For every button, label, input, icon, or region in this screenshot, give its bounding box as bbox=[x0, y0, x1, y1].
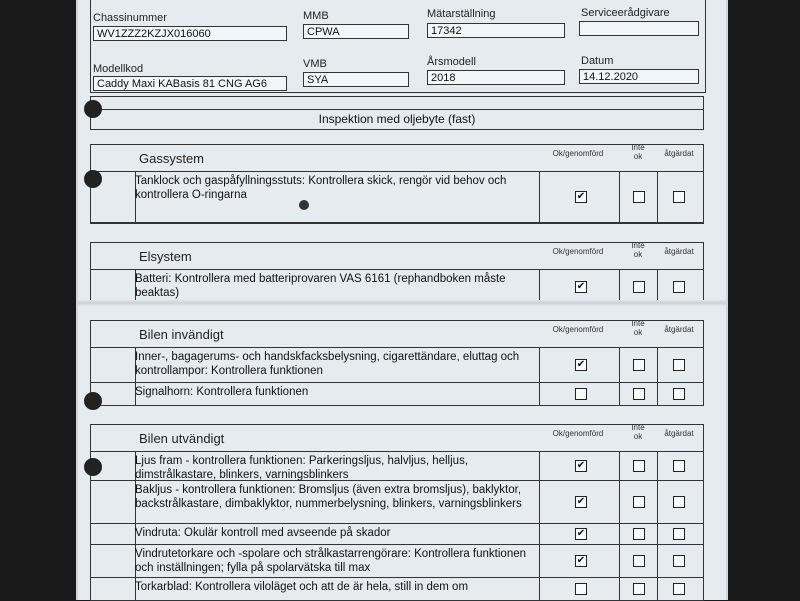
header-divider-bar bbox=[90, 96, 704, 110]
column-divider bbox=[657, 172, 658, 222]
checklist-row bbox=[91, 545, 703, 578]
checklist-row bbox=[91, 383, 703, 405]
column-divider bbox=[539, 481, 540, 523]
column-header-atgardat: åtgärdat bbox=[664, 429, 694, 438]
column-divider bbox=[657, 348, 658, 382]
column-divider bbox=[539, 452, 540, 480]
row-margin-cell bbox=[91, 578, 136, 600]
column-divider bbox=[619, 452, 620, 480]
column-divider bbox=[657, 545, 658, 577]
checkbox-atgardat[interactable] bbox=[673, 281, 685, 293]
punch-hole bbox=[84, 100, 102, 118]
row-description: Batteri: Kontrollera med batteriprovaren VAS 6161 (rephandboken måste beaktas) bbox=[135, 273, 506, 299]
section-elsystem bbox=[90, 242, 704, 305]
column-divider bbox=[539, 545, 540, 577]
checklist-row bbox=[91, 270, 703, 304]
checkbox-atgardat[interactable] bbox=[673, 359, 685, 371]
column-divider bbox=[539, 172, 540, 222]
checkbox-inte[interactable] bbox=[633, 281, 645, 293]
row-description: Tanklock och gaspåfyllningsstuts: Kontrollera skick, rengör vid behov och kontrollera O-ringarna bbox=[135, 175, 507, 201]
punch-hole bbox=[84, 392, 102, 410]
column-header-ok: Ok/genomförd bbox=[552, 149, 604, 158]
row-description: Vindruta: Okulär kontroll med avseende på skador bbox=[135, 527, 391, 539]
vmb-field: SYA bbox=[303, 72, 409, 87]
section-title: Bilen invändigt bbox=[139, 327, 224, 342]
date-field: 14.12.2020 bbox=[579, 69, 699, 84]
checkbox-inte[interactable] bbox=[633, 388, 645, 400]
column-header-atgardat: åtgärdat bbox=[664, 149, 694, 158]
chassis-label: Chassinummer bbox=[93, 12, 167, 24]
row-description: Inner-, bagagerums- och handskfacksbelysning, cigarettändare, eluttag och kontrollampor: Kontrollera funktionen bbox=[135, 351, 520, 377]
mileage-field: 17342 bbox=[427, 23, 565, 38]
punch-hole bbox=[84, 170, 102, 188]
rivet-icon bbox=[299, 200, 309, 210]
checkbox-ok[interactable]: ✔ bbox=[576, 359, 586, 370]
section-header bbox=[91, 321, 703, 348]
column-header-ok: Ok/genomförd bbox=[552, 247, 604, 256]
vmb-label: VMB bbox=[303, 58, 327, 70]
row-margin-cell bbox=[91, 481, 136, 523]
advisor-field bbox=[579, 21, 699, 36]
mmb-field: CPWA bbox=[303, 24, 409, 39]
checkbox-inte[interactable] bbox=[633, 583, 645, 595]
checklist-row bbox=[91, 524, 703, 545]
checkbox-ok[interactable]: ✔ bbox=[576, 281, 586, 292]
column-divider bbox=[539, 270, 540, 304]
column-divider bbox=[619, 383, 620, 405]
column-divider bbox=[619, 524, 620, 544]
column-divider bbox=[657, 524, 658, 544]
checkbox-ok[interactable]: ✔ bbox=[576, 191, 586, 202]
section-bilen-utvändigt bbox=[90, 424, 704, 601]
column-divider bbox=[619, 545, 620, 577]
row-description: Torkarblad: Kontrollera viloläget och att de är hela, still in dem om bbox=[135, 581, 469, 593]
column-divider bbox=[539, 578, 540, 600]
row-description: Vindrutetorkare och -spolare och strålkastarrengörare: Kontrollera funktionen och inställningen; fylla på spolarvätska till max bbox=[135, 548, 526, 574]
column-divider bbox=[619, 270, 620, 304]
section-title: Elsystem bbox=[139, 249, 192, 264]
column-divider bbox=[657, 481, 658, 523]
chassis-field: WV1ZZZ2KZJX016060 bbox=[93, 26, 287, 41]
column-divider bbox=[619, 172, 620, 222]
column-divider bbox=[619, 348, 620, 382]
section-bilen-invändigt bbox=[90, 320, 704, 406]
paper-fold bbox=[78, 300, 726, 306]
row-margin-cell bbox=[91, 348, 136, 382]
model-field: Caddy Maxi KABasis 81 CNG AG6 bbox=[93, 76, 287, 91]
checkbox-inte[interactable] bbox=[633, 460, 645, 472]
column-divider bbox=[657, 270, 658, 304]
mileage-label: Mätarställning bbox=[427, 8, 496, 20]
checkbox-atgardat[interactable] bbox=[673, 191, 685, 203]
column-divider bbox=[619, 481, 620, 523]
column-header-ok: Ok/genomförd bbox=[552, 325, 604, 334]
column-divider bbox=[539, 348, 540, 382]
checkbox-inte[interactable] bbox=[633, 191, 645, 203]
checkbox-atgardat[interactable] bbox=[673, 528, 685, 540]
checklist-row bbox=[91, 172, 703, 223]
service-form-page bbox=[76, 0, 728, 600]
date-label: Datum bbox=[581, 55, 614, 67]
column-header-inte: Inte ok bbox=[631, 319, 645, 337]
vehicle-info-header bbox=[90, 0, 706, 93]
column-divider bbox=[657, 452, 658, 480]
checkbox-inte[interactable] bbox=[633, 528, 645, 540]
model-label: Modellkod bbox=[93, 63, 144, 75]
section-title: Bilen utvändigt bbox=[139, 431, 225, 446]
checkbox-ok[interactable]: ✔ bbox=[576, 460, 586, 471]
column-header-inte: Inte ok bbox=[631, 423, 645, 441]
checkbox-ok[interactable] bbox=[575, 388, 587, 400]
row-description: Signalhorn: Kontrollera funktionen bbox=[135, 386, 309, 398]
checkbox-atgardat[interactable] bbox=[673, 388, 685, 400]
mmb-label: MMB bbox=[303, 10, 329, 22]
checkbox-atgardat[interactable] bbox=[673, 583, 685, 595]
column-divider bbox=[657, 383, 658, 405]
column-header-atgardat: åtgärdat bbox=[664, 325, 694, 334]
column-header-inte: Inte ok bbox=[631, 143, 645, 161]
punch-hole bbox=[84, 458, 102, 476]
checklist-row bbox=[91, 348, 703, 383]
checkbox-ok[interactable] bbox=[575, 583, 587, 595]
checkbox-ok[interactable]: ✔ bbox=[576, 528, 586, 539]
checklist-row bbox=[91, 578, 703, 600]
row-description: Bakljus - kontrollera funktionen: Bromsljus (även extra bromsljus), baklyktor, backstrålkastare, dimbaklyktor, nummerbelysning, blinkers, varningsblinkers bbox=[135, 484, 522, 510]
advisor-label: Serviceerådgivare bbox=[581, 7, 670, 19]
row-description: Ljus fram - kontrollera funktionen: Parkeringsljus, halvljus, helljus, dimstrålkastare, blinkers, varningsblinkers bbox=[135, 455, 469, 481]
year-label: Årsmodell bbox=[427, 56, 476, 68]
section-gassystem bbox=[90, 144, 704, 224]
checklist-row bbox=[91, 452, 703, 481]
column-divider bbox=[657, 578, 658, 600]
checkbox-ok[interactable]: ✔ bbox=[576, 555, 586, 566]
row-margin-cell bbox=[91, 524, 136, 544]
checkbox-atgardat[interactable] bbox=[673, 460, 685, 472]
checkbox-inte[interactable] bbox=[633, 555, 645, 567]
row-margin-cell bbox=[91, 545, 136, 577]
column-divider bbox=[539, 524, 540, 544]
section-header bbox=[91, 145, 703, 172]
column-header-atgardat: åtgärdat bbox=[664, 247, 694, 256]
inspection-title: Inspektion med oljebyte (fast) bbox=[90, 110, 704, 130]
column-header-ok: Ok/genomförd bbox=[552, 429, 604, 438]
column-header-inte: Inte ok bbox=[631, 241, 645, 259]
section-header bbox=[91, 243, 703, 270]
section-title: Gassystem bbox=[139, 151, 205, 166]
checklist-row bbox=[91, 481, 703, 524]
checkbox-inte[interactable] bbox=[633, 496, 645, 508]
checkbox-atgardat[interactable] bbox=[673, 496, 685, 508]
section-header bbox=[91, 425, 703, 452]
checkbox-inte[interactable] bbox=[633, 359, 645, 371]
column-divider bbox=[539, 383, 540, 405]
checkbox-ok[interactable]: ✔ bbox=[576, 496, 586, 507]
checkbox-atgardat[interactable] bbox=[673, 555, 685, 567]
year-field: 2018 bbox=[427, 70, 565, 85]
row-margin-cell bbox=[91, 270, 136, 304]
column-divider bbox=[619, 578, 620, 600]
